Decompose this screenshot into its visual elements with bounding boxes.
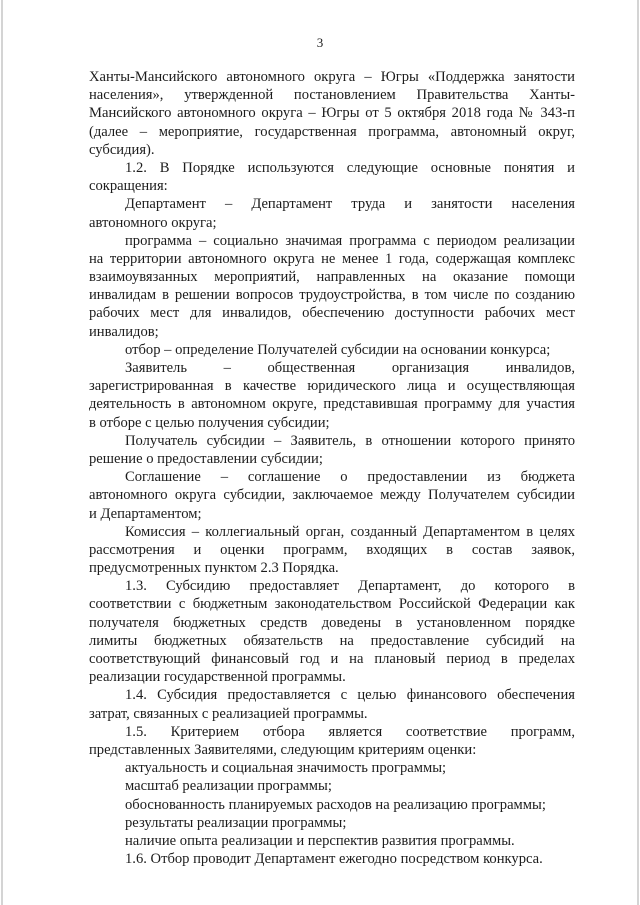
text-line: обоснованность планируемых расходов на реализацию программы; bbox=[125, 796, 546, 813]
paragraph bbox=[89, 359, 575, 432]
paragraph bbox=[89, 832, 575, 850]
text-line: сокращения: bbox=[89, 178, 168, 195]
text-line: на территории автономного округа не менее 1 года, содержащая комплекс bbox=[89, 250, 575, 267]
paragraph bbox=[89, 796, 575, 814]
text-line: актуальность и социальная значимость программы; bbox=[125, 760, 447, 777]
text-line: 1.5. Критерием отбора является соответствие программ, bbox=[125, 723, 575, 740]
paragraph bbox=[89, 686, 575, 722]
paragraph bbox=[89, 468, 575, 523]
paragraph bbox=[89, 432, 575, 468]
text-line: 1.3. Субсидию предоставляет Департамент, до которого в bbox=[125, 578, 575, 595]
text-line: населения», утвержденной постановлением Правительства Ханты- bbox=[89, 87, 575, 104]
text-line: зарегистрированная в качестве юридического лица и осуществляющая bbox=[89, 378, 575, 395]
text-line: рабочих мест для инвалидов, обеспечению доступности рабочих мест bbox=[89, 305, 575, 322]
text-line: взаимоувязанных мероприятий, направленных на оказание помощи bbox=[89, 269, 575, 286]
text-line: рассмотрения и оценки программ, входящих в состав заявок, bbox=[89, 541, 575, 558]
text-line: решение о предоставлении субсидии; bbox=[89, 450, 323, 467]
scan-edge-right bbox=[637, 0, 639, 905]
text-line: программа – социально значимая программа с периодом реализации bbox=[125, 232, 575, 249]
document-body bbox=[89, 68, 575, 868]
paragraph bbox=[89, 814, 575, 832]
text-line: деятельность в автономном округе, представившая программу для участия bbox=[89, 396, 575, 413]
paragraph bbox=[89, 759, 575, 777]
text-line: инвалидам в решении вопросов трудоустройства, в том числе по созданию bbox=[89, 287, 575, 304]
paragraph bbox=[89, 159, 575, 195]
text-line: результаты реализации программы; bbox=[125, 814, 347, 831]
page-number: 3 bbox=[316, 35, 324, 50]
text-line: Ханты-Мансийского автономного округа – Югры «Поддержка занятости bbox=[89, 69, 575, 85]
paragraph bbox=[89, 68, 575, 159]
text-line: Заявитель – общественная организация инвалидов, bbox=[125, 360, 575, 376]
text-line: предусмотренных пунктом 2.3 Порядка. bbox=[89, 560, 339, 577]
text-line: инвалидов; bbox=[89, 323, 159, 340]
text-line: реализации государственной программы. bbox=[89, 669, 346, 686]
text-line: Получатель субсидии – Заявитель, в отношении которого принято bbox=[125, 432, 575, 449]
text-line: наличие опыта реализации и перспектив развития программы. bbox=[125, 832, 515, 849]
text-line: масштаб реализации программы; bbox=[125, 778, 332, 795]
paragraph bbox=[89, 723, 575, 759]
text-line: 1.2. В Порядке используются следующие основные понятия и bbox=[125, 159, 575, 176]
text-line: затрат, связанных с реализацией программы. bbox=[89, 705, 368, 722]
paragraph bbox=[89, 577, 575, 686]
text-line: соответствующий финансовый год и на плановый период в пределах bbox=[89, 651, 575, 667]
text-line: субсидия). bbox=[89, 141, 155, 158]
text-line: лимиты бюджетных обязательств на предоставление субсидий на bbox=[89, 632, 575, 649]
text-line: 1.6. Отбор проводит Департамент ежегодно посредством конкурса. bbox=[125, 851, 543, 868]
paragraph bbox=[89, 195, 575, 231]
text-line: и Департаментом; bbox=[89, 505, 202, 522]
paragraph bbox=[89, 850, 575, 868]
text-line: представленных Заявителями, следующим критериям оценки: bbox=[89, 741, 477, 758]
text-line: 1.4. Субсидия предоставляется с целью финансового обеспечения bbox=[125, 687, 575, 704]
paragraph bbox=[89, 232, 575, 341]
text-line: получателя бюджетных средств доведены в установленном порядке bbox=[89, 614, 575, 631]
paragraph bbox=[89, 523, 575, 578]
text-line: автономного округа; bbox=[89, 214, 217, 231]
scan-edge-left bbox=[1, 0, 3, 905]
text-line: отбор – определение Получателей субсидии на основании конкурса; bbox=[125, 341, 551, 358]
paragraph bbox=[89, 777, 575, 795]
text-line: Мансийского автономного округа – Югры от 5 октября 2018 года № 343-п bbox=[89, 105, 575, 122]
text-line: в отборе с целью получения субсидии; bbox=[89, 414, 330, 431]
paragraph bbox=[89, 341, 575, 359]
text-line: автономного округа субсидии, заключаемое между Получателем субсидии bbox=[89, 487, 575, 504]
text-line: Соглашение – соглашение о предоставлении из бюджета bbox=[125, 469, 575, 486]
text-line: (далее – мероприятие, государственная программа, автономный округ, bbox=[89, 123, 575, 140]
text-line: соответствии с бюджетным законодательством Российской Федерации как bbox=[89, 596, 575, 613]
text-line: Департамент – Департамент труда и занятости населения bbox=[125, 196, 575, 213]
text-line: Комиссия – коллегиальный орган, созданный Департаментом в целях bbox=[125, 523, 575, 540]
